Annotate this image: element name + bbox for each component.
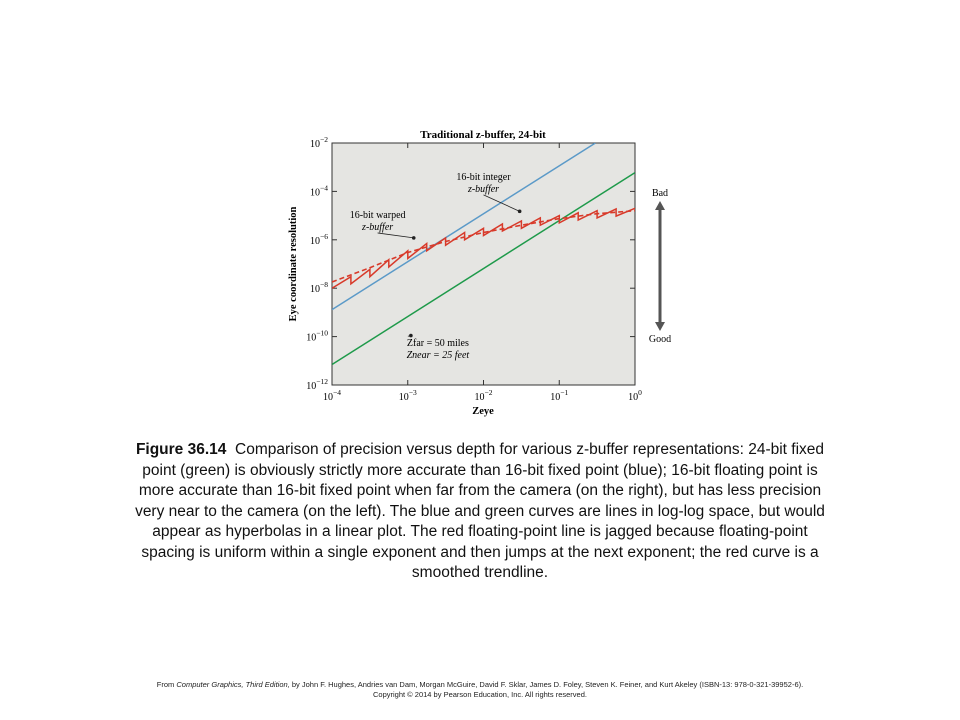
x-tick-label: $10^{-4}$: [323, 388, 341, 403]
figure-caption: [130, 440, 830, 584]
annotation-arrowhead: [518, 210, 522, 214]
figure-caption-text: Comparison of precision versus depth for various z-buffer representations: 24-bit fixed point (green) is obviously strictly more accurate than 16-bit fixed point (blue); 16-bit floating point is more accurate than 16-bit fixed point when far from the camera (on the right), but has less precision very near to the camera (on the left). The blue and green curves are lines in log-log space, but would appear as hyperbolas in a linear plot. The red floating-point line is jagged because floating-point spacing is uniform within a single exponent and then jumps at the next exponent; the red curve is a smoothed trendline.: [135, 441, 825, 581]
y-tick-label: $10^{-6}$: [310, 231, 328, 247]
annotation-label: Zfar = 50 miles: [406, 338, 469, 350]
annotation-label: z-buffer: [362, 221, 394, 233]
side-scale-bad-label: Bad: [651, 188, 669, 199]
y-tick-label: $10^{-4}$: [310, 183, 328, 199]
x-tick-label: $10^{-2}$: [474, 388, 493, 403]
annotation-arrowhead: [412, 236, 416, 240]
chart-title: Traditional z-buffer, 24-bit: [420, 129, 546, 141]
credit-copyright: Copyright © 2014 by Pearson Education, Inc. All rights reserved.: [373, 690, 587, 699]
x-axis-label: Zeye: [472, 406, 494, 417]
credit-authors: by John F. Hughes, Andries van Dam, Morgan McGuire, David F. Sklar, James D. Foley, Steven K. Feiner, and Kurt Akeley (ISBN-13: 978-0-321-39952-6).: [289, 680, 804, 689]
x-tick-label: $10^{-1}$: [550, 388, 569, 403]
annotation-arrowhead: [409, 334, 413, 338]
copyright-credit: [40, 680, 920, 700]
y-tick-label: $10^{-8}$: [310, 280, 328, 296]
y-axis-label: Eye coordinate resolution: [288, 206, 299, 322]
figure-label: Figure 36.14: [135, 441, 227, 458]
side-scale-good-label: Good: [648, 334, 672, 345]
credit-prefix: From: [156, 680, 177, 689]
credit-book-title: Computer Graphics, Third Edition,: [176, 680, 290, 689]
annotation-label: z-buffer: [467, 183, 500, 195]
side-scale-arrowhead-down: [655, 322, 665, 331]
x-tick-label: $10^{-3}$: [398, 388, 417, 403]
annotation-label: Znear = 25 feet: [406, 350, 470, 362]
y-tick-label: $10^{-2}$: [310, 135, 328, 150]
x-tick-label: $10^0$: [628, 388, 642, 403]
side-scale: [649, 188, 671, 345]
y-tick-label: $10^{-10}$: [306, 328, 328, 344]
annotation-label: 16-bit integer: [456, 171, 511, 183]
y-tick-label: $10^{-12}$: [306, 377, 328, 392]
side-scale-arrowhead-up: [655, 201, 665, 210]
annotation-label: 16-bit warped: [349, 209, 406, 221]
